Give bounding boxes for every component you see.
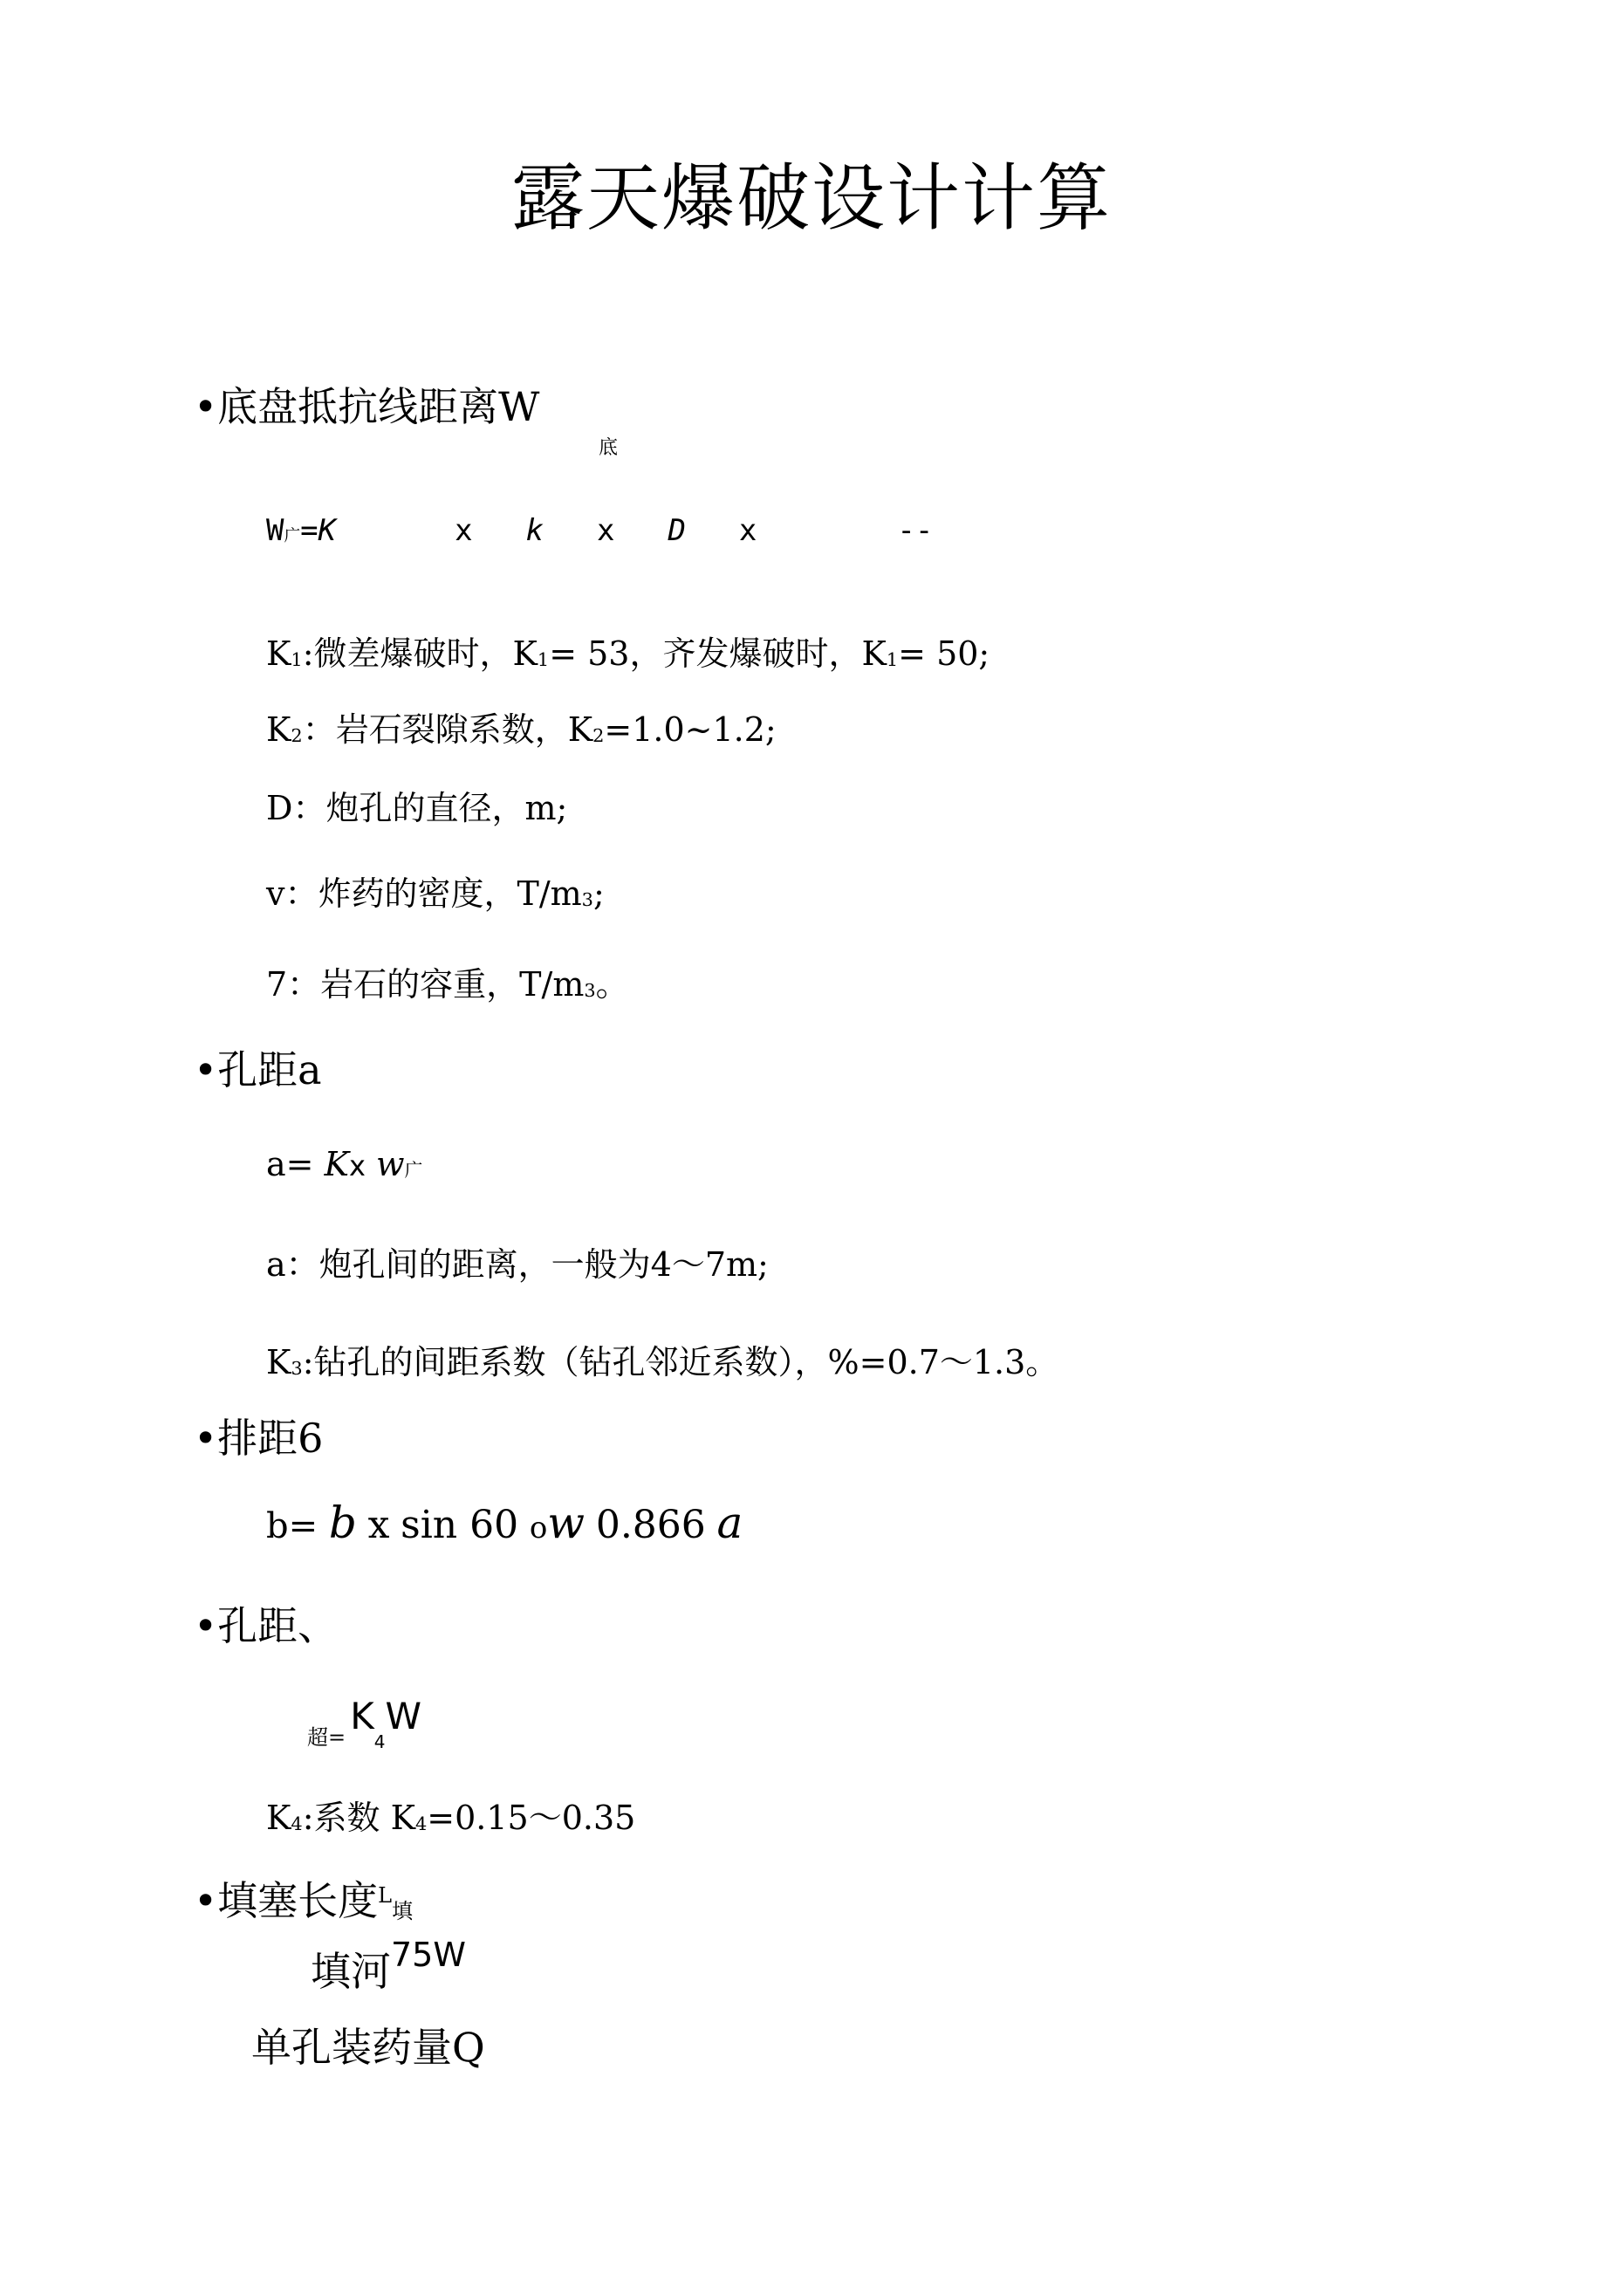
a-definition: a：炮孔间的距离，一般为4〜7m; xyxy=(266,1245,769,1284)
d-definition: D：炮孔的直径，m; xyxy=(266,789,568,827)
section-heading-stemming: •填塞长度$^L$填 xyxy=(194,1877,414,1924)
k2-definition: $K_2$：岩石裂隙系数，$K_2=1.0\sim 1.2$; xyxy=(266,710,777,749)
section-heading-charge: 单孔装药量Q xyxy=(251,2024,485,2071)
k1-definition: $K_1$:微差爆破时，$K_1= 53$，齐发爆破时，$K_1= 50$; xyxy=(266,634,990,673)
section-heading-subdrill: •孔距、 xyxy=(194,1602,339,1649)
formula-subdrill: 超= $K_4W$ xyxy=(307,1695,422,1753)
section-heading-hole-spacing: •孔距a xyxy=(194,1046,322,1093)
gamma-definition: 7：岩石的容重，$T/m_3$。 xyxy=(266,965,629,1004)
heading-subscript: 底 xyxy=(599,437,619,459)
k4-definition: $K_4$:系数 $K_4=0.15$〜0.35 xyxy=(266,1799,636,1837)
v-definition: v：炸药的密度，$T/m_3$; xyxy=(266,874,605,913)
formula-bottom-burden: $W_广=K$ x k x D x -- xyxy=(266,513,934,548)
page-title: 露天爆破设计计算 xyxy=(510,155,1112,241)
section-heading-bottom-burden: •底盘抵抗线距离W xyxy=(194,383,540,430)
section-heading-row-spacing: •排距6 xyxy=(194,1415,324,1462)
k3-definition: $K_3$:钻孔的间距系数（钻孔邻近系数），%=0.7〜1.3。 xyxy=(266,1343,1059,1381)
formula-hole-spacing: a= Kx $w_广$ xyxy=(266,1145,423,1183)
formula-stemming: 填河$^{75W}$ xyxy=(311,1936,466,1995)
formula-row-spacing: b= b x sin 60 ow 0.866 a xyxy=(266,1498,743,1548)
